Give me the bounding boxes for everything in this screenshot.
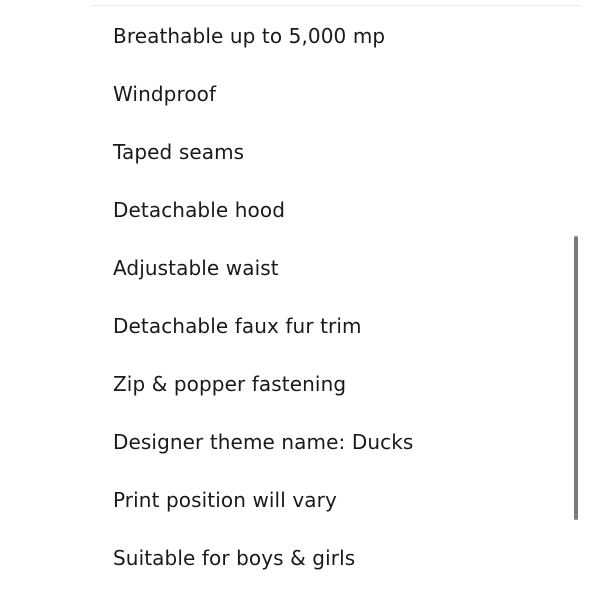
feature-item: Zip & popper fastening (113, 372, 347, 396)
scrollbar[interactable] (572, 236, 580, 520)
divider (92, 5, 580, 6)
feature-item: Detachable hood (113, 198, 285, 222)
feature-item: Designer theme name: Ducks (113, 430, 414, 454)
feature-item: Detachable faux fur trim (113, 314, 362, 338)
feature-item: Suitable for boys & girls (113, 546, 356, 570)
feature-item: Windproof (113, 82, 217, 106)
feature-item: Adjustable waist (113, 256, 279, 280)
feature-item: Print position will vary (113, 488, 337, 512)
feature-item: Taped seams (113, 140, 245, 164)
feature-item: Breathable up to 5,000 mp (113, 24, 386, 48)
scrollbar-thumb[interactable] (574, 236, 578, 520)
